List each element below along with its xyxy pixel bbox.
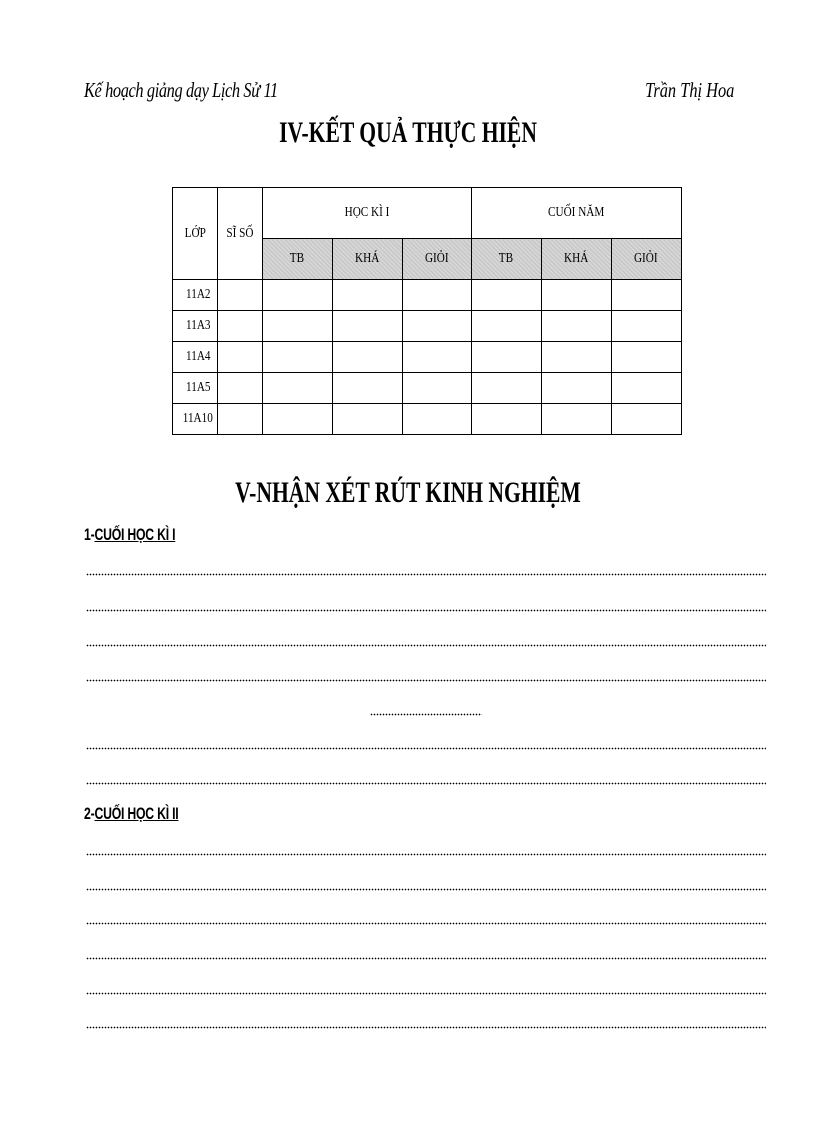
dotted-line bbox=[86, 679, 766, 682]
header-hocki: HỌC KÌ I bbox=[262, 188, 471, 239]
data-cell[interactable] bbox=[611, 280, 681, 311]
dotted-line bbox=[86, 992, 766, 995]
results-table bbox=[172, 187, 682, 435]
data-cell[interactable] bbox=[262, 280, 332, 311]
data-cell[interactable] bbox=[217, 373, 262, 404]
data-cell[interactable] bbox=[611, 342, 681, 373]
table-row bbox=[173, 280, 682, 311]
data-cell[interactable] bbox=[332, 342, 402, 373]
subheader-gioi: GIỎI bbox=[402, 239, 471, 280]
class-cell: 11A2 bbox=[173, 280, 218, 311]
data-cell[interactable] bbox=[217, 404, 262, 435]
dotted-line bbox=[86, 644, 766, 647]
data-cell[interactable] bbox=[541, 280, 611, 311]
subheader-kha: KHÁ bbox=[332, 239, 402, 280]
data-cell[interactable] bbox=[541, 404, 611, 435]
data-cell[interactable] bbox=[262, 404, 332, 435]
data-cell[interactable] bbox=[611, 373, 681, 404]
data-cell[interactable] bbox=[402, 311, 471, 342]
data-cell[interactable] bbox=[611, 311, 681, 342]
data-cell[interactable] bbox=[471, 280, 541, 311]
data-cell[interactable] bbox=[402, 373, 471, 404]
data-cell[interactable] bbox=[471, 342, 541, 373]
data-cell[interactable] bbox=[611, 404, 681, 435]
data-cell[interactable] bbox=[262, 342, 332, 373]
class-cell: 11A3 bbox=[173, 311, 218, 342]
data-cell[interactable] bbox=[471, 404, 541, 435]
section-iv-title: IV-KẾT QUẢ THỰC HIỆN bbox=[279, 116, 537, 149]
dotted-line bbox=[86, 957, 766, 960]
data-cell[interactable] bbox=[541, 373, 611, 404]
header-siso: SĨ SỐ bbox=[217, 188, 262, 280]
header-author: Trần Thị Hoa bbox=[644, 78, 734, 102]
data-cell[interactable] bbox=[332, 404, 402, 435]
data-cell[interactable] bbox=[541, 311, 611, 342]
data-cell[interactable] bbox=[541, 342, 611, 373]
table-row bbox=[173, 311, 682, 342]
data-cell[interactable] bbox=[332, 311, 402, 342]
data-cell[interactable] bbox=[402, 404, 471, 435]
dotted-line bbox=[370, 713, 482, 716]
data-cell[interactable] bbox=[402, 342, 471, 373]
class-cell: 11A4 bbox=[173, 342, 218, 373]
dotted-line bbox=[86, 609, 766, 612]
dotted-line bbox=[86, 1026, 766, 1029]
data-cell[interactable] bbox=[332, 280, 402, 311]
dotted-line bbox=[86, 782, 766, 785]
dotted-line bbox=[86, 888, 766, 891]
subheader-tb: TB bbox=[262, 239, 332, 280]
header-cuoinam: CUỐI NĂM bbox=[471, 188, 681, 239]
header-lop: LỚP bbox=[173, 188, 218, 280]
dotted-line bbox=[86, 853, 766, 856]
subheading-hocki-1: 1-CUỐI HỌC KÌ I bbox=[84, 525, 176, 544]
dotted-line bbox=[86, 573, 766, 576]
section-v-title: V-NHẬN XÉT RÚT KINH NGHIỆM bbox=[235, 476, 581, 509]
subheading-hocki-2: 2-CUỐI HỌC KÌ II bbox=[84, 804, 179, 823]
class-cell: 11A10 bbox=[173, 404, 218, 435]
header-subject: Kế hoạch giảng dạy Lịch Sử 11 bbox=[84, 78, 278, 102]
data-cell[interactable] bbox=[262, 373, 332, 404]
table-row bbox=[173, 342, 682, 373]
dotted-line bbox=[86, 922, 766, 925]
table-row bbox=[173, 373, 682, 404]
subheader-tb: TB bbox=[471, 239, 541, 280]
data-cell[interactable] bbox=[402, 280, 471, 311]
table-row bbox=[173, 404, 682, 435]
data-cell[interactable] bbox=[471, 311, 541, 342]
subheader-kha: KHÁ bbox=[541, 239, 611, 280]
dotted-line bbox=[86, 747, 766, 750]
data-cell[interactable] bbox=[217, 280, 262, 311]
subheader-gioi: GIỎI bbox=[611, 239, 681, 280]
data-cell[interactable] bbox=[217, 311, 262, 342]
data-cell[interactable] bbox=[262, 311, 332, 342]
class-cell: 11A5 bbox=[173, 373, 218, 404]
data-cell[interactable] bbox=[332, 373, 402, 404]
data-cell[interactable] bbox=[217, 342, 262, 373]
data-cell[interactable] bbox=[471, 373, 541, 404]
